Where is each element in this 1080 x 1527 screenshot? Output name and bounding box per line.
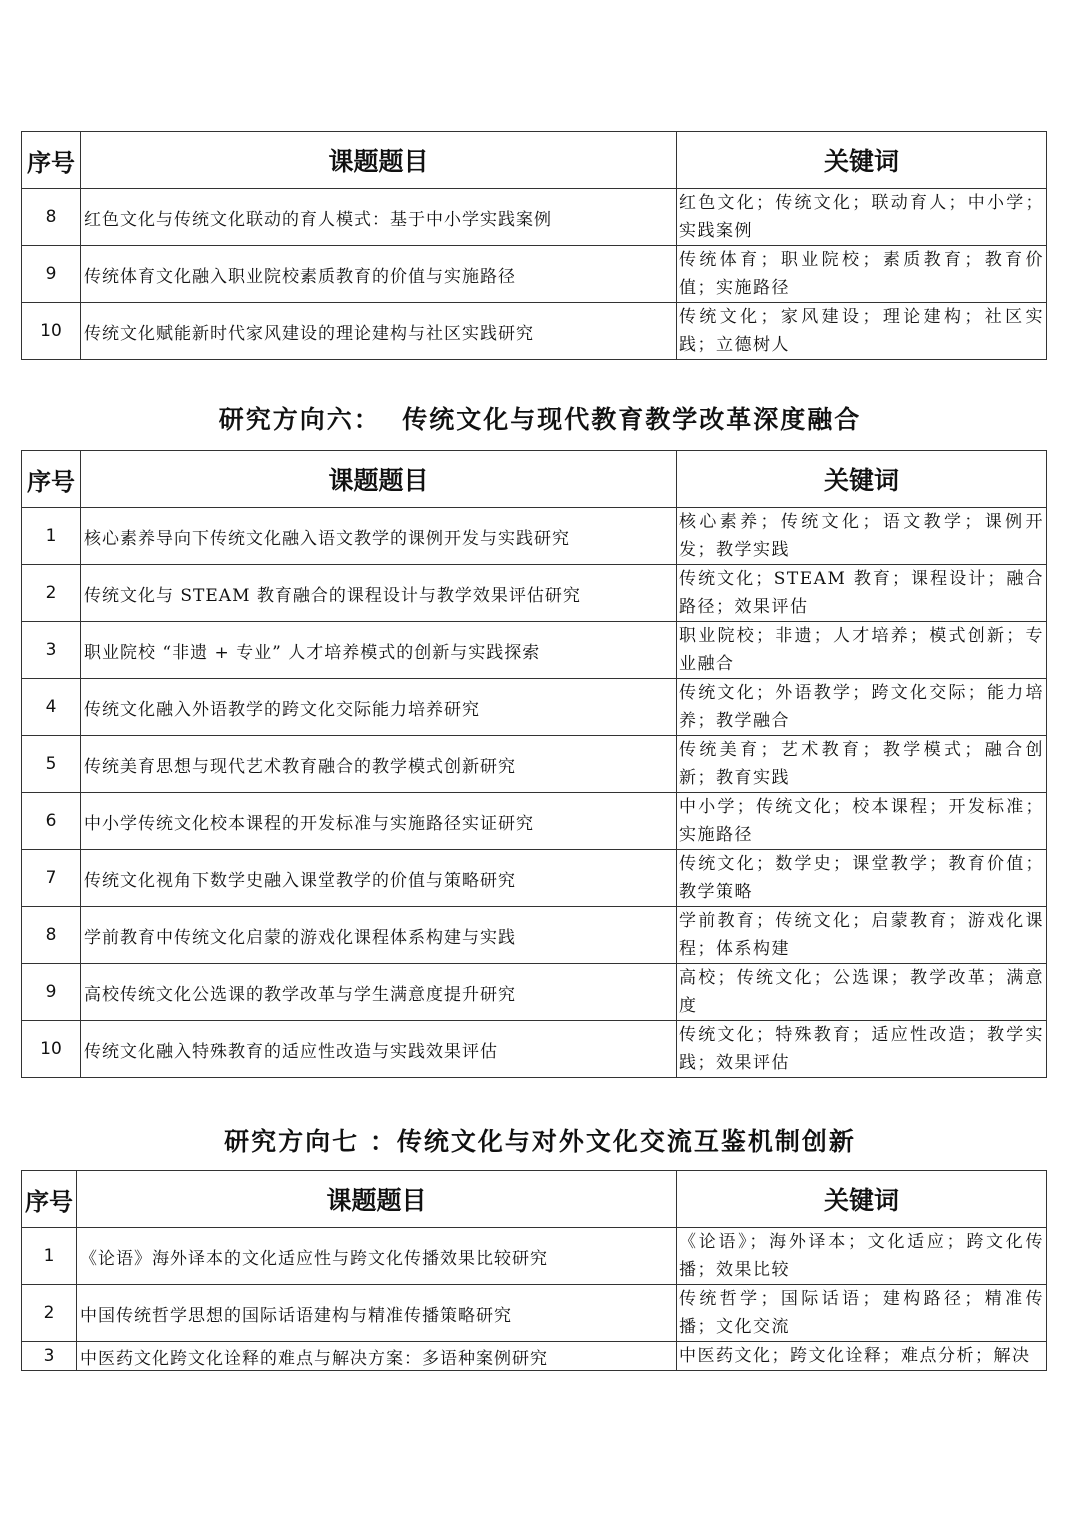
row-title: 传统美育思想与现代艺术教育融合的教学模式创新研究 (81, 736, 677, 793)
row-keywords: 高校；传统文化；公选课；教学改革；满意度 (677, 964, 1047, 1021)
row-title: 中医药文化跨文化诠释的难点与解决方案：多语种案例研究 (77, 1342, 677, 1371)
row-num: 2 (22, 565, 81, 622)
row-title: 传统体育文化融入职业院校素质教育的价值与实施路径 (81, 246, 677, 303)
row-keywords: 中医药文化；跨文化诠释；难点分析；解决 (677, 1342, 1047, 1371)
header-num: 序号 (22, 1171, 77, 1228)
row-num: 1 (22, 1228, 77, 1285)
row-num: 1 (22, 508, 81, 565)
row-num: 7 (22, 850, 81, 907)
section6-title: 研究方向六： 传统文化与现代教育教学改革深度融合 (218, 405, 862, 434)
row-title: 红色文化与传统文化联动的育人模式：基于中小学实践案例 (81, 189, 677, 246)
table-row (22, 736, 1047, 793)
row-num: 8 (22, 189, 81, 246)
table-row (22, 246, 1047, 303)
table-row (22, 622, 1047, 679)
table-row (22, 907, 1047, 964)
row-keywords: 传统体育；职业院校；素质教育；教育价值；实施路径 (677, 246, 1047, 303)
row-title: 传统文化融入特殊教育的适应性改造与实践效果评估 (81, 1021, 677, 1078)
table-header-row (22, 132, 1047, 189)
topic-table-section6 (21, 450, 1047, 1078)
row-keywords: 传统文化；数学史；课堂教学；教育价值；教学策略 (677, 850, 1047, 907)
header-title: 课题题目 (81, 451, 677, 508)
header-keywords: 关键词 (677, 451, 1047, 508)
table-row (22, 793, 1047, 850)
row-num: 10 (22, 1021, 81, 1078)
table-row (22, 964, 1047, 1021)
row-num: 2 (22, 1285, 77, 1342)
row-num: 9 (22, 246, 81, 303)
row-keywords: 传统文化；特殊教育；适应性改造；教学实践；效果评估 (677, 1021, 1047, 1078)
header-title: 课题题目 (81, 132, 677, 189)
row-keywords: 传统哲学；国际话语；建构路径；精准传播；文化交流 (677, 1285, 1047, 1342)
row-num: 9 (22, 964, 81, 1021)
table-row (22, 679, 1047, 736)
header-num: 序号 (22, 132, 81, 189)
row-num: 6 (22, 793, 81, 850)
row-keywords: 传统美育；艺术教育；教学模式；融合创新；教育实践 (677, 736, 1047, 793)
table-row (22, 565, 1047, 622)
row-title: 传统文化赋能新时代家风建设的理论建构与社区实践研究 (81, 303, 677, 360)
header-title: 课题题目 (77, 1171, 677, 1228)
row-title: 核心素养导向下传统文化融入语文教学的课例开发与实践研究 (81, 508, 677, 565)
row-keywords: 红色文化；传统文化；联动育人；中小学；实践案例 (677, 189, 1047, 246)
row-keywords: 中小学；传统文化；校本课程；开发标准；实施路径 (677, 793, 1047, 850)
row-keywords: 传统文化；STEAM 教育；课程设计；融合路径；效果评估 (677, 565, 1047, 622)
table-row (22, 1342, 1047, 1371)
row-keywords: 核心素养；传统文化；语文教学；课例开发；教学实践 (677, 508, 1047, 565)
row-keywords: 学前教育；传统文化；启蒙教育；游戏化课程；体系构建 (677, 907, 1047, 964)
row-num: 4 (22, 679, 81, 736)
table-header-row (22, 1171, 1047, 1228)
row-keywords: 职业院校；非遗；人才培养；模式创新；专业融合 (677, 622, 1047, 679)
row-num: 8 (22, 907, 81, 964)
row-title: 学前教育中传统文化启蒙的游戏化课程体系构建与实践 (81, 907, 677, 964)
row-title: 高校传统文化公选课的教学改革与学生满意度提升研究 (81, 964, 677, 1021)
row-num: 5 (22, 736, 81, 793)
table-row (22, 1228, 1047, 1285)
row-title: 中国传统哲学思想的国际话语建构与精准传播策略研究 (77, 1285, 677, 1342)
row-keywords: 传统文化；家风建设；理论建构；社区实践；立德树人 (677, 303, 1047, 360)
row-keywords: 传统文化；外语教学；跨文化交际；能力培养；教学融合 (677, 679, 1047, 736)
table-row (22, 850, 1047, 907)
row-title: 传统文化融入外语教学的跨文化交际能力培养研究 (81, 679, 677, 736)
section7-title: 研究方向七 ：传统文化与对外文化交流互鉴机制创新 (224, 1127, 856, 1156)
table-row (22, 1021, 1047, 1078)
row-num: 3 (22, 1342, 77, 1371)
table-header-row (22, 451, 1047, 508)
row-keywords: 《论语》；海外译本；文化适应；跨文化传播；效果比较 (677, 1228, 1047, 1285)
topic-table-section7 (21, 1170, 1047, 1371)
table-row (22, 1285, 1047, 1342)
row-title: 职业院校 “非遗 + 专业” 人才培养模式的创新与实践探索 (81, 622, 677, 679)
row-num: 3 (22, 622, 81, 679)
topic-table-section5-continued (21, 131, 1047, 360)
row-title: 《论语》海外译本的文化适应性与跨文化传播效果比较研究 (77, 1228, 677, 1285)
row-title: 传统文化与 STEAM 教育融合的课程设计与教学效果评估研究 (81, 565, 677, 622)
table-row (22, 189, 1047, 246)
header-keywords: 关键词 (677, 1171, 1047, 1228)
header-keywords: 关键词 (677, 132, 1047, 189)
table-row (22, 303, 1047, 360)
header-num: 序号 (22, 451, 81, 508)
row-title: 传统文化视角下数学史融入课堂教学的价值与策略研究 (81, 850, 677, 907)
row-title: 中小学传统文化校本课程的开发标准与实施路径实证研究 (81, 793, 677, 850)
row-num: 10 (22, 303, 81, 360)
table-row (22, 508, 1047, 565)
